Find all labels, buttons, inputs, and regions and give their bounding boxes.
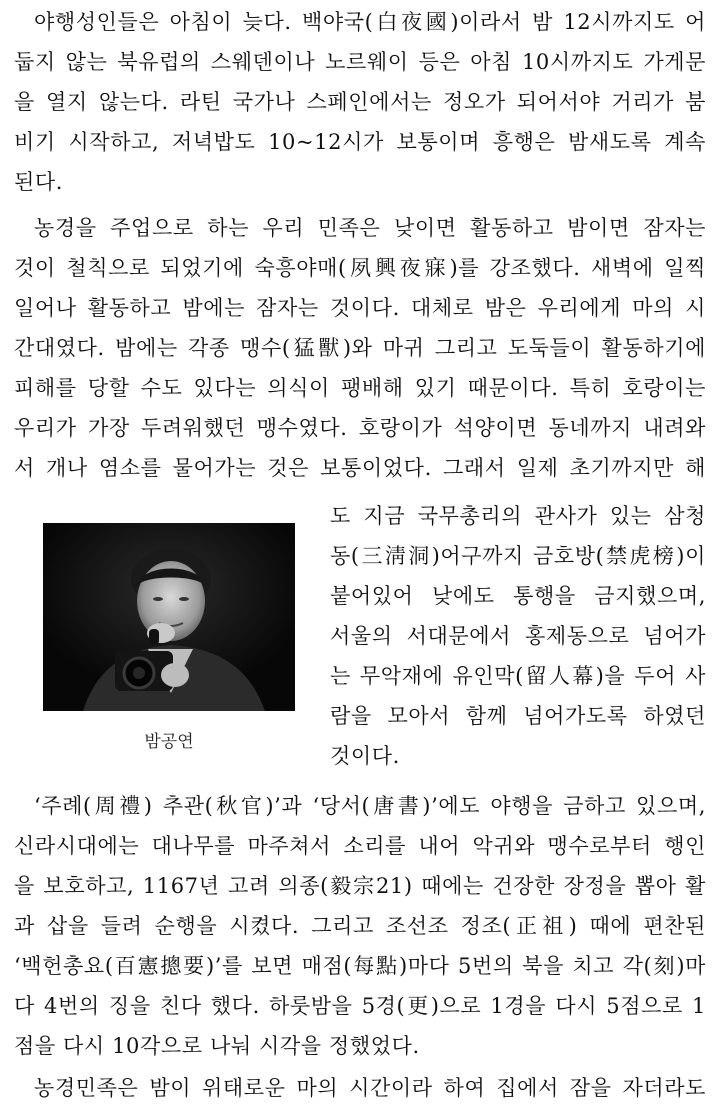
text-line: 간대였다. 밤에는 각종 맹수(猛獸)와 마귀 그리고 도둑들이 활동하기에 (14, 336, 706, 360)
text-line: 다 4번의 징을 친다 했다. 하룻밤을 5경(更)으로 1경을 다시 5점으로 1 (14, 994, 706, 1018)
text-line: 서 개나 염소를 물어가는 것은 보통이었다. 그래서 일제 초기까지만 해 (14, 456, 706, 480)
text-line: 농경을 주업으로 하는 우리 민족은 낮이면 활동하고 밤이면 잠자는 (34, 216, 706, 240)
text-line: 붙어있어 낮에도 통행을 금지했으며, (330, 584, 706, 608)
text-line: 것이 철칙으로 되었기에 숙흥야매(夙興夜寐)를 강조했다. 새벽에 일찍 (14, 256, 706, 280)
text-line: 도 지금 국무총리의 관사가 있는 삼청 (330, 504, 706, 528)
photo-caption: 밤공연 (144, 732, 194, 752)
text-line: 람을 모아서 함께 넘어가도록 하였던 (330, 704, 706, 728)
text-line: 우리가 가장 두려워했던 맹수였다. 호랑이가 석양이면 동네까지 내려와 (14, 416, 706, 440)
text-line: 야행성인들은 아침이 늦다. 백야국(白夜國)이라서 밤 12시까지도 어 (34, 10, 706, 34)
text-line: 농경민족은 밤이 위태로운 마의 시간이라 하여 집에서 잠을 자더라도 (34, 1076, 706, 1100)
text-line: 피해를 당할 수도 있다는 의식이 팽배해 있기 때문이다. 특히 호랑이는 (14, 376, 706, 400)
performance-photo (43, 523, 295, 711)
text-line: 을 보호하고, 1167년 고려 의종(毅宗21) 때에는 건장한 장정을 뽑아 활 (14, 874, 706, 898)
text-line: ‘주례(周禮) 추관(秋官)’과 ‘당서(唐書)’에도 야행을 금하고 있으며, (34, 794, 706, 818)
text-line: 것이다. (330, 744, 400, 768)
text-line: 과 삽을 들려 순행을 시켰다. 그리고 조선조 정조(正祖) 때에 편찬된 (14, 914, 706, 938)
text-line: 점을 다시 10각으로 나눠 시각을 정했었다. (14, 1034, 420, 1058)
text-line: 는 무악재에 유인막(留人幕)을 두어 사 (330, 664, 706, 688)
text-line: 일어나 활동하고 밤에는 잠자는 것이다. 대체로 밤은 우리에게 마의 시 (14, 296, 706, 320)
text-line: ‘백헌총요(百憲摠要)’를 보면 매점(每點)마다 5번의 북을 치고 각(刻)마 (14, 954, 706, 978)
text-line: 서울의 서대문에서 홍제동으로 넘어가 (330, 624, 706, 648)
text-line: 신라시대에는 대나무를 마주쳐서 소리를 내어 악귀와 맹수로부터 행인 (14, 834, 706, 858)
text-line: 된다. (14, 170, 64, 194)
text-line: 비기 시작하고, 저녁밥도 10~12시가 보통이며 흥행은 밤새도록 계속 (14, 130, 706, 154)
text-line: 을 열지 않는다. 라틴 국가나 스페인에서는 정오가 되어서야 거리가 붐 (14, 90, 706, 114)
text-line: 둡지 않는 북유럽의 스웨덴이나 노르웨이 등은 아침 10시까지도 가게문 (14, 50, 706, 74)
text-line: 동(三淸洞)어구까지 금호방(禁虎榜)이 (330, 544, 706, 568)
photo-image (43, 523, 295, 711)
